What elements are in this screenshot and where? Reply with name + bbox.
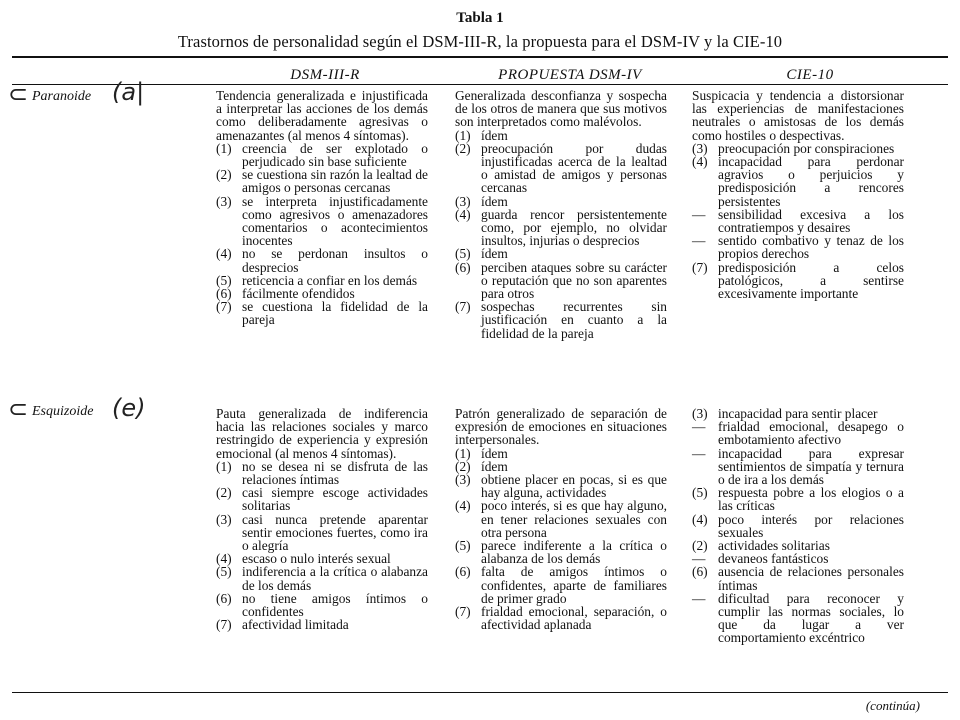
cell-esquizoide-cie10 bbox=[692, 407, 904, 645]
bottom-rule bbox=[12, 692, 948, 693]
criterion-text: incapacidad para expresar sentimientos de simpatía y ternura o de ira a los demás bbox=[718, 445, 904, 488]
criterion-item bbox=[455, 499, 667, 539]
criterion-text: reticencia a confiar en los demás bbox=[242, 272, 418, 288]
criterion-number: (1) bbox=[455, 445, 471, 461]
criterion-number: (7) bbox=[692, 259, 708, 275]
criterion-text: ídem bbox=[481, 193, 508, 209]
criterion-text: falta de amigos íntimos o confidentes, aparte de familiares de primer grado bbox=[481, 564, 667, 606]
criterion-number: (1) bbox=[216, 458, 232, 474]
criterion-text: fácilmente ofendidos bbox=[242, 286, 355, 302]
criterion-text: no se desea ni se disfruta de las relaciones íntimas bbox=[242, 458, 428, 488]
criterion-item bbox=[216, 142, 428, 168]
criterion-item bbox=[692, 565, 904, 591]
criterion-text: dificultad para reconocer y cumplir las normas sociales, lo que da lugar a ver comportamiento excéntrico bbox=[718, 590, 904, 646]
criterion-text: devaneos fantásticos bbox=[718, 551, 829, 567]
criterion-number: (3) bbox=[216, 511, 232, 527]
criterion-text: escaso o nulo interés sexual bbox=[242, 551, 391, 567]
criterion-number: (6) bbox=[216, 590, 232, 606]
criterion-text: ausencia de relaciones personales íntimas bbox=[718, 564, 904, 593]
criterion-text: casi nunca pretende aparentar sentir emociones fuertes, como ira o alegría bbox=[242, 511, 428, 554]
criterion-number: (4) bbox=[692, 511, 708, 527]
cell-intro: Generalizada desconfianza y sospecha de los otros de manera que sus motivos son interpretados como malévolos. bbox=[455, 88, 667, 130]
criterion-number: (2) bbox=[455, 140, 471, 156]
criterion-item bbox=[455, 142, 667, 195]
criterion-item bbox=[216, 618, 428, 631]
criterion-text: ídem bbox=[481, 445, 508, 461]
header-rule bbox=[12, 84, 948, 85]
criterion-item bbox=[692, 447, 904, 487]
criterion-item bbox=[455, 208, 667, 248]
criterion-number: (3) bbox=[692, 140, 708, 156]
criterion-item bbox=[216, 513, 428, 553]
criterion-text: creencia de ser explotado o perjudicado sin base suficiente bbox=[242, 140, 428, 170]
criterion-number: (7) bbox=[455, 604, 471, 620]
criterion-item bbox=[216, 486, 428, 512]
criterion-item bbox=[692, 420, 904, 446]
table-label: Tabla 1 bbox=[456, 10, 504, 26]
criterion-number: (5) bbox=[216, 564, 232, 580]
cell-intro: Suspicacia y tendencia a distorsionar las experiencias de manifestaciones neutrales o amistosas de los demás como hostiles o despectivas. bbox=[692, 88, 904, 143]
criterion-number: (5) bbox=[216, 272, 232, 288]
header-cie10: CIE-10 bbox=[786, 67, 834, 83]
criterion-number: — bbox=[692, 233, 706, 249]
criterion-item bbox=[216, 565, 428, 591]
criterion-number: (3) bbox=[216, 193, 232, 209]
criterion-text: frialdad emocional, separación, o afectividad aplanada bbox=[481, 604, 667, 633]
criterion-text: perciben ataques sobre su carácter o reputación que no son aparentes para otros bbox=[481, 259, 667, 302]
criterion-number: (6) bbox=[455, 259, 471, 275]
handwritten-b-mark-icon: (e) bbox=[112, 394, 146, 422]
criterion-number: (6) bbox=[692, 564, 708, 580]
criterion-item bbox=[455, 539, 667, 565]
row-label-esquizoide: Esquizoide bbox=[32, 404, 94, 419]
criterion-number: (3) bbox=[692, 406, 708, 421]
table-title: Trastornos de personalidad según el DSM-III-R, la propuesta para el DSM-IV y la CIE-10 bbox=[177, 32, 783, 51]
criterion-item bbox=[692, 234, 904, 260]
criterion-number: (4) bbox=[692, 154, 708, 170]
criterion-number: (3) bbox=[455, 193, 471, 209]
criterion-item bbox=[455, 565, 667, 605]
criterion-item bbox=[455, 261, 667, 301]
criterion-item bbox=[216, 460, 428, 486]
criterion-item bbox=[692, 592, 904, 645]
criterion-number: (4) bbox=[455, 498, 471, 514]
criterion-number: (5) bbox=[455, 538, 471, 554]
criterion-text: ídem bbox=[481, 246, 508, 262]
criterion-text: casi siempre escoge actividades solitarias bbox=[242, 485, 428, 514]
criterion-item bbox=[455, 300, 667, 340]
cell-intro: Pauta generalizada de indiferencia hacia las relaciones sociales y marco restringido de experiencia y expresión emocional (al menos 4 síntomas). bbox=[216, 406, 428, 461]
criterion-item bbox=[216, 300, 428, 326]
criterion-text: ídem bbox=[481, 127, 508, 143]
criterion-text: preocupación por conspiraciones bbox=[718, 140, 895, 156]
criterion-text: incapacidad para perdonar agravios o perjuicios y predisposición a rencores persistentes bbox=[718, 154, 904, 209]
criterion-item bbox=[692, 155, 904, 208]
criterion-number: (4) bbox=[216, 551, 232, 567]
criterion-number: (5) bbox=[455, 246, 471, 262]
criterion-text: frialdad emocional, desapego o embotamiento afectivo bbox=[718, 419, 904, 448]
criterion-text: sentido combativo y tenaz de los propios derechos bbox=[718, 233, 904, 262]
criterion-item bbox=[692, 486, 904, 512]
cell-paranoide-dsm3 bbox=[216, 89, 428, 327]
criterion-text: se cuestiona la fidelidad de la pareja bbox=[242, 299, 428, 328]
criterion-item bbox=[216, 195, 428, 248]
continua-note: (continúa) bbox=[865, 698, 920, 713]
criterion-text: poco interés, si es que hay alguno, en tener relaciones sexuales con otra persona bbox=[481, 498, 667, 540]
criterion-item bbox=[216, 592, 428, 618]
cell-intro: Tendencia generalizada e injustificada a interpretar las acciones de los demás como deliberadamente agresivas o amenazantes (al menos 4 síntomas). bbox=[216, 88, 428, 143]
row-label-paranoide: Paranoide bbox=[32, 89, 92, 104]
criterion-number: — bbox=[692, 551, 706, 567]
criterion-number: — bbox=[692, 445, 706, 461]
criterion-number: (3) bbox=[455, 472, 471, 488]
header-propuesta: PROPUESTA DSM-IV bbox=[498, 67, 642, 83]
criterion-text: guarda rencor persistentemente como, por ejemplo, no olvidar insultos, injurias o desprecios bbox=[481, 206, 667, 249]
criterion-number: (1) bbox=[216, 140, 232, 156]
criterion-number: (2) bbox=[216, 485, 232, 501]
criterion-text: preocupación por dudas injustificadas acerca de la lealtad o amistad de amigos y personas cercanas bbox=[481, 140, 667, 196]
criterion-number: (7) bbox=[216, 299, 232, 315]
cell-intro: Patrón generalizado de separación de expresión de emociones en situaciones interpersonales. bbox=[455, 406, 667, 448]
header-dsm3: DSM-III-R bbox=[290, 67, 360, 83]
criterion-text: afectividad limitada bbox=[242, 617, 349, 633]
criterion-text: sospechas recurrentes sin justificación en cuanto a la fidelidad de la pareja bbox=[481, 299, 667, 341]
criterion-item bbox=[455, 473, 667, 499]
criterion-text: no tiene amigos íntimos o confidentes bbox=[242, 590, 428, 620]
criterion-item bbox=[692, 261, 904, 301]
cell-esquizoide-dsm3 bbox=[216, 407, 428, 631]
handwritten-a-mark-icon: (a| bbox=[112, 78, 145, 106]
criterion-text: poco interés por relaciones sexuales bbox=[718, 511, 904, 540]
criterion-number: (1) bbox=[455, 127, 471, 143]
criterion-item bbox=[692, 513, 904, 539]
criterion-text: respuesta pobre a los elogios o a las críticas bbox=[718, 485, 904, 514]
criterion-text: parece indiferente a la crítica o alabanza de los demás bbox=[481, 538, 667, 567]
criterion-text: ídem bbox=[481, 458, 508, 474]
top-rule bbox=[12, 56, 948, 58]
criterion-item bbox=[455, 605, 667, 631]
handwritten-bracket-icon: ⊂ bbox=[8, 395, 29, 423]
criterion-number: (6) bbox=[455, 564, 471, 580]
criterion-text: indiferencia a la crítica o alabanza de los demás bbox=[242, 564, 428, 593]
criterion-text: sensibilidad excesiva a los contratiempos y desaires bbox=[718, 206, 904, 236]
cell-paranoide-propuesta bbox=[455, 89, 667, 340]
criterion-item bbox=[692, 208, 904, 234]
criterion-item bbox=[216, 247, 428, 273]
criterion-number: (4) bbox=[216, 246, 232, 262]
criterion-number: (2) bbox=[216, 167, 232, 183]
criterion-text: se cuestiona sin razón la lealtad de amigos o personas cercanas bbox=[242, 167, 428, 196]
criterion-number: (2) bbox=[455, 458, 471, 474]
criterion-number: (6) bbox=[216, 286, 232, 302]
handwritten-bracket-icon: ⊂ bbox=[8, 80, 29, 108]
criterion-number: — bbox=[692, 206, 706, 222]
cell-esquizoide-propuesta bbox=[455, 407, 667, 631]
criterion-number: (2) bbox=[692, 538, 708, 554]
criterion-number: (4) bbox=[455, 206, 471, 222]
criterion-number: (7) bbox=[455, 299, 471, 315]
criterion-text: predisposición a celos patológicos, a sentirse excesivamente importante bbox=[718, 259, 904, 302]
criterion-text: actividades solitarias bbox=[718, 538, 830, 554]
criterion-text: se interpreta injustificadamente como agresivos o amenazadores comentarios o acontecimientos inocentes bbox=[242, 193, 428, 249]
cell-paranoide-cie10 bbox=[692, 89, 904, 300]
criterion-text: obtiene placer en pocas, si es que hay alguna, actividades bbox=[481, 472, 667, 501]
criterion-text: incapacidad para sentir placer bbox=[718, 406, 878, 421]
criterion-item bbox=[216, 168, 428, 194]
criterion-number: — bbox=[692, 419, 706, 435]
criterion-text: no se perdonan insultos o desprecios bbox=[242, 246, 428, 275]
criterion-number: (7) bbox=[216, 617, 232, 633]
criterion-number: — bbox=[692, 590, 706, 606]
criterion-number: (5) bbox=[692, 485, 708, 501]
